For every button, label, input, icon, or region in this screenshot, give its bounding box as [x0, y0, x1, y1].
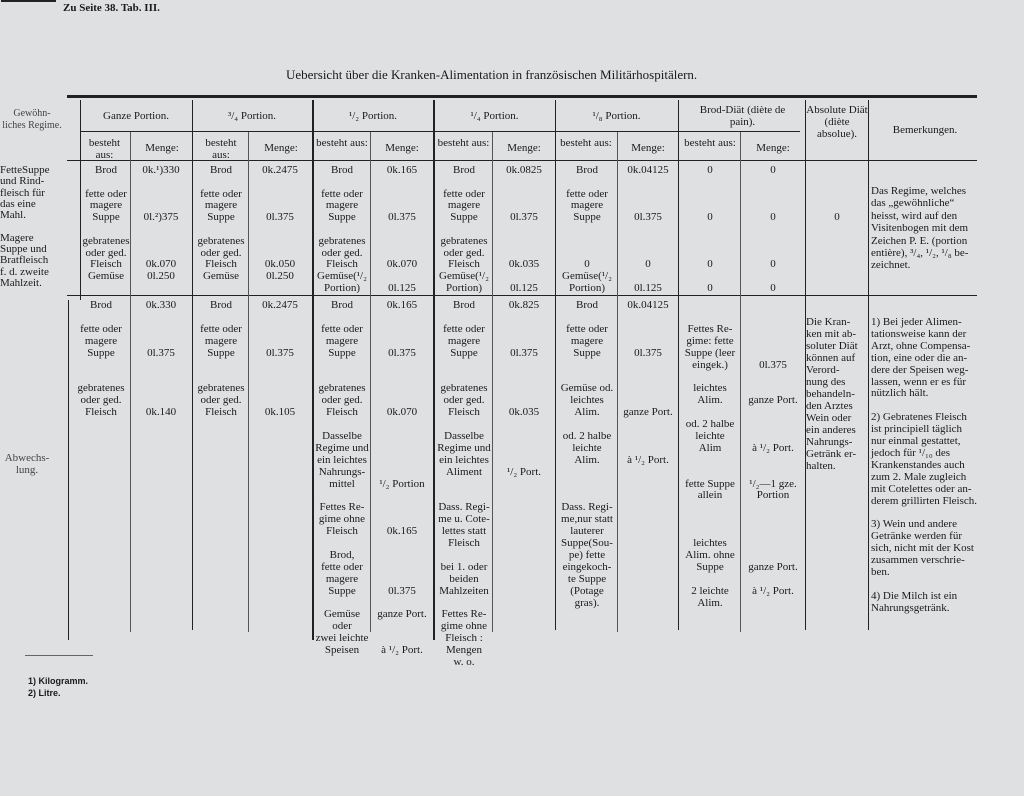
- halb-item: fette oder: [321, 187, 363, 200]
- lower-achtel-item: eingekoch-: [562, 560, 612, 573]
- ganze-item: magere: [89, 199, 123, 212]
- lower-halb-menge: ¹/₂ Portion: [379, 477, 425, 490]
- subheader-besteht: besteht aus:: [437, 137, 490, 149]
- col-sep: [80, 100, 81, 300]
- lower-absolute-diat-line: behandeln-: [806, 388, 855, 400]
- subheader-besteht: besteht aus:: [316, 137, 368, 149]
- lower-halb-item: ein leichtes: [317, 453, 367, 466]
- subheader-menge: Menge:: [385, 142, 419, 154]
- lower-achtel-menge: ganze Port.: [623, 406, 673, 419]
- lower-brod-diat-item: Suppe: [696, 560, 724, 573]
- remark-line: zeichnet.: [871, 259, 911, 272]
- achtel-menge: 0l.375: [634, 211, 662, 224]
- lower-remark-line: dere der Speisen weg-: [871, 363, 969, 376]
- subheader-menge: Menge:: [756, 142, 790, 154]
- halb-item: gebratenes: [318, 234, 366, 247]
- lower-viertel-item: Fleisch :: [445, 632, 483, 645]
- subheader-menge: Menge:: [264, 142, 298, 154]
- viertel-item: fette oder: [443, 187, 485, 200]
- halb-item: Suppe: [328, 211, 356, 224]
- lower-regime-label: Abwechs-lung.: [4, 452, 50, 476]
- ganze-item: Brod: [95, 164, 117, 176]
- lower-halb-menge: 0k.165: [386, 299, 418, 311]
- lower-brod-diat-menge: ganze Port.: [748, 394, 798, 407]
- lower-absolute-diat-line: halten.: [806, 460, 836, 472]
- footnote-kilogramm: 1) Kilogramm.: [28, 676, 89, 686]
- lower-halb-item: Regime und: [315, 441, 369, 454]
- lower-remark-line: ist principiell täglich: [871, 423, 963, 436]
- lower-halb-item: Fleisch: [326, 525, 358, 538]
- achtel-item: fette oder: [566, 187, 608, 200]
- regime-description-line: f. d. zweite: [0, 265, 49, 278]
- lower-achtel-item: te Suppe: [567, 572, 607, 585]
- lower-halb-item: Speisen: [324, 644, 360, 657]
- lower-achtel-item: Dass. Regi-: [561, 501, 613, 514]
- lower-achtel-item: (Potage: [570, 584, 604, 597]
- regime-description-line: Suppe und: [0, 243, 47, 256]
- col-sep: [868, 100, 869, 630]
- viertel-item: gebratenes: [440, 234, 488, 247]
- ganze-menge: 0k.¹)330: [142, 164, 180, 176]
- col-sep: [370, 132, 371, 632]
- lower-remark-line: 3) Wein und andere: [871, 518, 957, 531]
- lower-achtel-item: lauterer: [570, 525, 604, 538]
- lower-dreiviertel-item: Brod: [210, 299, 232, 311]
- halb-menge: 0k.165: [386, 164, 418, 176]
- lower-remark-line: ben.: [871, 565, 890, 578]
- lower-halb-item: Brod: [331, 299, 353, 311]
- halb-menge: 0l.375: [388, 211, 416, 224]
- lower-viertel-item: Fettes Re-: [441, 608, 487, 621]
- brod-diat-menge: 0: [770, 282, 776, 294]
- lower-absolute-diat-line: Wein oder: [806, 412, 852, 424]
- achtel-item: Suppe: [573, 211, 601, 224]
- lower-viertel-item: gebratenes: [440, 382, 488, 395]
- lower-absolute-diat-line: ken mit ab-: [806, 328, 857, 340]
- viertel-menge: 0k.035: [508, 258, 540, 271]
- col-sep: [617, 132, 618, 632]
- lower-ganze-item: gebratenes: [77, 382, 125, 395]
- dreiviertel-item: Suppe: [207, 211, 235, 224]
- remark-line: heisst, wird auf den: [871, 209, 958, 222]
- viertel-menge: 0l.375: [510, 211, 538, 224]
- lower-remark-line: 1) Bei jeder Alimen-: [871, 316, 962, 328]
- lower-brod-diat-menge: à ¹/₂ Port.: [752, 584, 794, 597]
- ganze-menge: 0k.070: [145, 258, 177, 271]
- achtel-item: Portion): [568, 282, 606, 294]
- col-sep: [192, 100, 193, 630]
- lower-dreiviertel-menge: 0k.2475: [262, 299, 298, 311]
- achtel-item: 0: [584, 258, 590, 271]
- lower-brod-diat-item: 2 leichte: [691, 584, 729, 597]
- dreiviertel-item: oder ged.: [200, 246, 242, 259]
- halb-item: Brod: [331, 164, 353, 176]
- dreiviertel-menge: 0k.050: [264, 258, 296, 271]
- lower-achtel-item: Gemüse od.: [560, 382, 614, 395]
- mid-rule: [67, 295, 977, 296]
- lower-halb-item: Dasselbe: [322, 429, 362, 442]
- lower-achtel-item: Alim.: [574, 406, 600, 419]
- lower-achtel-menge: 0l.375: [634, 346, 662, 359]
- subheader-besteht: besteht aus:: [684, 137, 736, 149]
- lower-ganze-item: oder ged.: [80, 394, 122, 407]
- table-title: Uebersicht über die Kranken-Alimentation in französischen Militärhospitälern.: [286, 67, 698, 82]
- lower-halb-item: Gemüse: [323, 608, 361, 621]
- ganze-menge: 0l.²)375: [143, 211, 179, 224]
- viertel-item: magere: [447, 199, 481, 212]
- achtel-menge: 0k.04125: [627, 164, 669, 176]
- col-sep: [248, 132, 249, 632]
- lower-absolute-diat-line: den Arztes: [806, 400, 853, 412]
- lower-halb-item: Brod,: [329, 548, 355, 561]
- lower-absolute-diat-line: Getränk er-: [806, 448, 857, 460]
- lower-dreiviertel-menge: 0k.105: [264, 406, 296, 419]
- lower-remark-line: tion, eine oder die an-: [871, 351, 968, 364]
- remark-line: entière), ³/₄, ¹/₂, ¹/₈ be-: [871, 247, 969, 259]
- lower-halb-item: Suppe: [328, 346, 356, 359]
- viertel-item: oder ged.: [443, 246, 485, 259]
- dreiviertel-item: Brod: [210, 164, 232, 176]
- lower-remark-line: zusammen verschrie-: [871, 554, 965, 566]
- col-sep: [433, 100, 435, 640]
- header-absolute-diat: Absolute Diät (diète absolue).: [806, 104, 868, 140]
- lower-viertel-item: Suppe: [450, 346, 478, 359]
- lower-achtel-item: gras).: [574, 596, 600, 609]
- lower-viertel-item: Dasselbe: [444, 429, 484, 442]
- lower-remark-line: jedoch für ¹/₁₀ des: [871, 446, 951, 459]
- brod-diat-item: 0: [707, 282, 713, 294]
- header-bemerkungen: Bemerkungen.: [892, 124, 958, 136]
- viertel-item: Fleisch: [448, 258, 480, 271]
- lower-absolute-diat-line: Verord-: [806, 364, 840, 376]
- lower-brod-diat-item: Fettes Re-: [687, 322, 733, 335]
- lower-viertel-item: beiden: [449, 572, 479, 585]
- col-sep: [678, 100, 679, 630]
- lower-viertel-item: me u. Cote-: [438, 513, 490, 526]
- lower-remark-line: sich, nicht mit der Kost: [871, 542, 974, 555]
- lower-brod-diat-menge: à ¹/₂ Port.: [752, 441, 794, 454]
- header-brod-diat: Brod-Diät (diète de pain).: [699, 104, 786, 128]
- lower-ganze-menge: 0k.140: [145, 406, 177, 419]
- lower-ganze-item: Brod: [90, 299, 112, 311]
- lower-brod-diat-item: od. 2 halbe: [685, 418, 735, 430]
- lower-remark-line: zum 2. Male zugleich: [871, 470, 967, 483]
- lower-brod-diat-item: fette Suppe: [685, 477, 735, 490]
- lower-achtel-item: leichte: [572, 441, 602, 454]
- lower-remark-line: tationsweise kann der: [871, 327, 967, 340]
- lower-viertel-item: fette oder: [443, 322, 485, 335]
- lower-viertel-item: Mahlzeiten: [439, 584, 489, 597]
- footnote-litre: 2) Litre.: [28, 688, 61, 698]
- lower-dreiviertel-item: gebratenes: [197, 382, 245, 395]
- footnote-rule: [25, 655, 93, 656]
- ganze-item: fette oder: [85, 187, 127, 200]
- lower-halb-item: Fleisch: [326, 406, 358, 419]
- lower-achtel-menge: 0k.04125: [627, 299, 669, 311]
- lower-halb-item: gebratenes: [318, 382, 366, 395]
- ganze-item: Gemüse: [87, 270, 125, 283]
- regime-description-line: und Rind-: [0, 175, 45, 188]
- achtel-item: Gemüse(¹/₂: [562, 270, 612, 283]
- lower-brod-diat-item: Alim.: [697, 394, 723, 407]
- viertel-menge: 0l.125: [510, 282, 538, 294]
- lower-achtel-item: od. 2 halbe: [562, 429, 612, 442]
- header-halbe-portion: ¹/₂ Portion.: [348, 110, 398, 122]
- subheader-besteht: besteht aus:: [205, 137, 237, 161]
- halb-item: Gemüse(¹/₂: [317, 270, 367, 283]
- subheader-menge: Menge:: [507, 142, 541, 154]
- halb-item: oder ged.: [321, 246, 363, 259]
- lower-ganze-item: fette oder: [80, 322, 122, 335]
- lower-remark-line: derem grillirten Fleisch.: [871, 494, 977, 507]
- lower-brod-diat-item: Alim.: [697, 596, 723, 609]
- lower-viertel-item: gime ohne: [440, 620, 488, 633]
- lower-brod-diat-item: leichtes: [693, 537, 727, 549]
- lower-ganze-item: magere: [84, 334, 118, 347]
- lower-absolute-diat-line: soluter Diät: [806, 340, 858, 352]
- lower-dreiviertel-item: fette oder: [200, 322, 242, 335]
- regime-description-line: das eine: [0, 197, 36, 210]
- lower-viertel-item: Fleisch: [448, 537, 480, 549]
- lower-remark-line: Krankenstandes auch: [871, 458, 965, 471]
- lower-absolute-diat-line: Die Kran-: [806, 316, 851, 328]
- lower-viertel-menge: 0l.375: [510, 346, 538, 359]
- regime-description-line: FetteSuppe: [0, 164, 50, 176]
- dreiviertel-item: gebratenes: [197, 234, 245, 247]
- header-regime: Gewöhn-liches Regime.: [2, 108, 62, 131]
- lower-dreiviertel-item: Fleisch: [205, 406, 237, 419]
- brod-diat-item: 0: [707, 258, 713, 271]
- lower-brod-diat-item: gime: fette: [686, 334, 734, 347]
- sub-header-rule: [80, 131, 800, 132]
- lower-halb-item: Suppe: [328, 584, 356, 597]
- lower-achtel-item: me,nur statt: [561, 513, 613, 526]
- lower-dreiviertel-menge: 0l.375: [266, 346, 294, 359]
- dreiviertel-item: magere: [204, 199, 238, 212]
- lower-remark-line: Nahrungsgetränk.: [871, 601, 950, 614]
- lower-achtel-item: Suppe: [573, 346, 601, 359]
- achtel-item: magere: [570, 199, 604, 212]
- lower-viertel-item: Aliment: [445, 465, 483, 478]
- remark-line: Zeichen P. E. (portion: [871, 234, 968, 247]
- lower-dreiviertel-item: Suppe: [207, 346, 235, 359]
- subheader-menge: Menge:: [145, 142, 179, 154]
- lower-halb-menge: 0k.165: [386, 525, 418, 538]
- halb-menge: 0k.070: [386, 258, 418, 271]
- col-sep: [68, 300, 69, 640]
- lower-halb-menge: 0l.375: [388, 584, 416, 597]
- ganze-item: oder ged.: [85, 246, 127, 259]
- viertel-menge: 0k.0825: [506, 164, 542, 176]
- remark-line: das „gewöhnliche“: [871, 197, 955, 210]
- lower-halb-item: mittel: [329, 477, 355, 490]
- lower-remark-line: mit Cotelettes oder an-: [871, 482, 972, 495]
- lower-brod-diat-item: Suppe (leer: [684, 346, 736, 359]
- viertel-item: Brod: [453, 164, 475, 176]
- lower-viertel-item: Fleisch: [448, 406, 480, 419]
- lower-remark-line: Arzt, ohne Compensa-: [871, 339, 971, 352]
- lower-brod-diat-item: eingek.): [692, 358, 728, 371]
- lower-halb-item: magere: [325, 572, 359, 585]
- lower-halb-item: oder ged.: [321, 394, 363, 407]
- lower-ganze-menge: 0l.375: [147, 346, 175, 359]
- brod-diat-menge: 0: [770, 164, 776, 176]
- brod-diat-menge: 0: [770, 211, 776, 224]
- lower-brod-diat-item: leichte: [695, 429, 725, 442]
- lower-ganze-menge: 0k.330: [145, 299, 177, 311]
- lower-viertel-menge: ¹/₂ Port.: [506, 465, 542, 478]
- dreiviertel-item: fette oder: [200, 187, 242, 200]
- lower-viertel-item: ein leichtes: [439, 453, 489, 466]
- achtel-menge: 0: [645, 258, 651, 271]
- lower-achtel-item: Alim.: [574, 453, 600, 466]
- brod-diat-item: 0: [707, 164, 713, 176]
- lower-achtel-item: fette oder: [566, 322, 608, 335]
- lower-absolute-diat-line: Nahrungs-: [806, 436, 853, 448]
- halb-item: magere: [325, 199, 359, 212]
- lower-ganze-item: Fleisch: [85, 406, 117, 419]
- lower-brod-diat-item: Alim: [698, 441, 722, 454]
- brod-diat-menge: 0: [770, 258, 776, 271]
- lower-remark-line: nützlich hält.: [871, 387, 929, 400]
- lower-halb-item: oder: [332, 620, 352, 633]
- dreiviertel-menge: 0k.2475: [262, 164, 298, 176]
- subheader-menge: Menge:: [631, 142, 665, 154]
- remark-line: Das Regime, welches: [871, 185, 966, 197]
- subheader-besteht: besteht aus:: [88, 137, 121, 161]
- lower-viertel-menge: 0k.825: [508, 299, 540, 311]
- lower-absolute-diat-line: nung des: [806, 376, 846, 388]
- halb-menge: 0l.125: [388, 282, 416, 294]
- lower-absolute-diat-line: ein anderes: [806, 424, 856, 436]
- lower-halb-item: Nahrungs-: [318, 465, 366, 478]
- ganze-item: gebratenes: [82, 234, 130, 247]
- viertel-item: Portion): [445, 282, 483, 294]
- lower-halb-item: fette oder: [321, 322, 363, 335]
- lower-dreiviertel-item: magere: [204, 334, 238, 347]
- col-sep: [492, 132, 493, 632]
- lower-brod-diat-item: allein: [697, 489, 723, 502]
- lower-achtel-item: magere: [570, 334, 604, 347]
- col-sep: [555, 100, 556, 630]
- lower-remark-line: nur einmal gestattet,: [871, 435, 961, 447]
- lower-halb-item: magere: [325, 334, 359, 347]
- lower-dreiviertel-item: oder ged.: [200, 394, 242, 407]
- lower-viertel-item: oder ged.: [443, 394, 485, 407]
- lower-achtel-item: Suppe(Sou-: [561, 537, 613, 549]
- lower-viertel-menge: 0k.035: [508, 406, 540, 419]
- col-sep: [130, 132, 131, 632]
- lower-brod-diat-item: Alim. ohne: [685, 548, 735, 561]
- lower-viertel-item: magere: [447, 334, 481, 347]
- lower-viertel-item: lettes statt: [441, 525, 487, 538]
- lower-remark-line: Getränke werden für: [871, 530, 963, 543]
- brod-diat-item: 0: [707, 211, 713, 224]
- regime-description-line: Mahl.: [0, 209, 26, 222]
- ganze-item: Suppe: [92, 211, 120, 224]
- lower-viertel-item: Regime und: [437, 441, 491, 454]
- lower-viertel-item: Mengen: [445, 644, 483, 657]
- lower-brod-diat-menge: ganze Port.: [748, 560, 798, 573]
- achtel-menge: 0l.125: [634, 282, 662, 294]
- lower-remark-line: lassen, wenn er es für: [871, 375, 966, 388]
- viertel-item: Suppe: [450, 211, 478, 224]
- dreiviertel-menge: 0l.250: [266, 270, 294, 283]
- lower-remark-line: 4) Die Milch ist ein: [871, 589, 958, 602]
- subheader-besteht: besteht aus:: [560, 137, 612, 149]
- regime-description-line: fleisch für: [0, 186, 45, 199]
- lower-viertel-item: bei 1. oder: [440, 560, 488, 573]
- dreiviertel-menge: 0l.375: [266, 211, 294, 224]
- viertel-item: Gemüse(¹/₂: [439, 270, 489, 283]
- regime-description-line: Magere: [0, 231, 34, 244]
- remark-line: Visitenbogen mit dem: [871, 222, 969, 235]
- lower-brod-diat-menge: ¹/₂—1 gze.: [749, 477, 797, 490]
- dreiviertel-item: Gemüse: [202, 270, 240, 283]
- lower-viertel-item: Dass. Regi-: [438, 501, 490, 514]
- lower-remark-line: 2) Gebratenes Fleisch: [871, 411, 967, 424]
- dreiviertel-item: Fleisch: [205, 258, 237, 271]
- header-ganze-portion: Ganze Portion.: [103, 110, 169, 122]
- lower-brod-diat-menge: 0l.375: [759, 358, 787, 371]
- halb-item: Portion): [323, 282, 361, 294]
- lower-brod-diat-menge: Portion: [756, 489, 790, 502]
- lower-halb-item: gime ohne: [318, 513, 366, 526]
- lower-halb-menge: 0l.375: [388, 346, 416, 359]
- lower-absolute-diat-line: können auf: [806, 352, 856, 364]
- regime-description-line: Mahlzeit.: [0, 277, 42, 289]
- header-dreiviertel-portion: ³/₄ Portion.: [227, 110, 277, 122]
- lower-brod-diat-item: leichtes: [693, 382, 727, 395]
- col-sep: [740, 132, 741, 632]
- lower-ganze-item: Suppe: [87, 346, 115, 359]
- lower-achtel-item: pe) fette: [568, 548, 606, 561]
- ganze-item: Fleisch: [90, 258, 122, 271]
- lower-viertel-item: w. o.: [453, 656, 475, 668]
- ganze-menge: 0l.250: [147, 270, 175, 283]
- halb-item: Fleisch: [326, 258, 358, 271]
- lower-achtel-item: Brod: [576, 299, 598, 311]
- lower-viertel-item: Brod: [453, 299, 475, 311]
- lower-achtel-menge: à ¹/₂ Port.: [627, 453, 669, 466]
- lower-halb-item: Fettes Re-: [319, 501, 365, 514]
- lower-halb-item: zwei leichte: [315, 632, 369, 645]
- absolute-diat-value: 0: [834, 211, 840, 223]
- lower-halb-menge: 0k.070: [386, 406, 418, 419]
- regime-description-line: Bratfleisch: [0, 254, 49, 267]
- lower-halb-item: fette oder: [321, 560, 363, 573]
- header-viertel-portion: ¹/₄ Portion.: [470, 110, 519, 122]
- achtel-item: Brod: [576, 164, 598, 176]
- top-rule: [67, 95, 977, 98]
- lower-halb-menge: à ¹/₂ Port.: [381, 644, 423, 657]
- header-achtel-portion: ¹/₈ Portion.: [592, 110, 641, 122]
- lower-achtel-item: leichtes: [570, 394, 604, 407]
- lower-halb-menge: ganze Port.: [377, 608, 427, 621]
